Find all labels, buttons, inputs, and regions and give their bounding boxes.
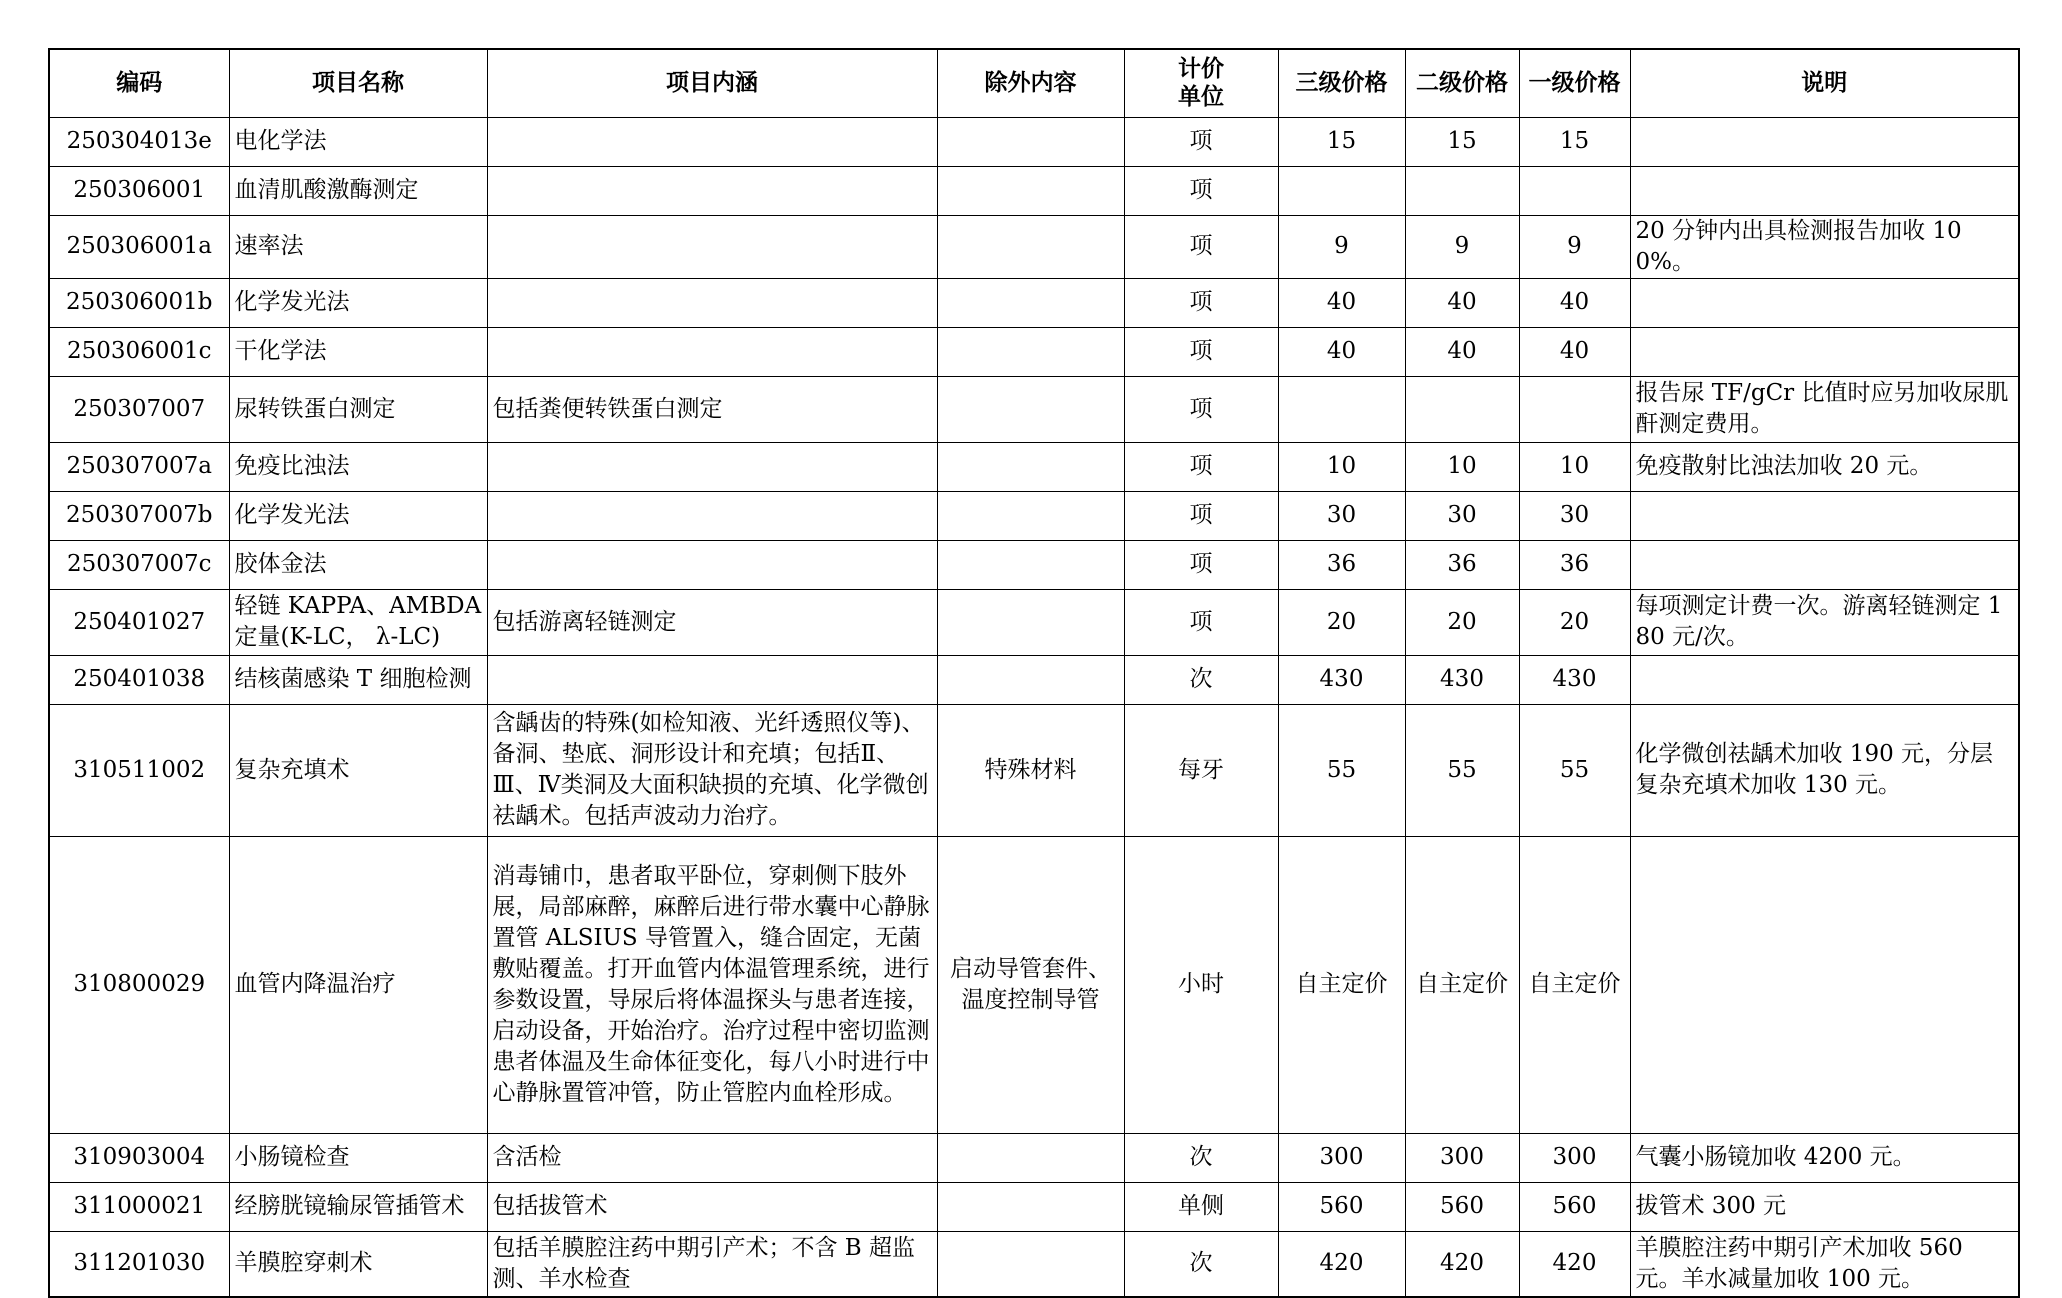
cell-name: 免疫比浊法: [229, 442, 487, 491]
cell-unit: 项: [1124, 540, 1278, 589]
cell-unit: 单侧: [1124, 1182, 1278, 1231]
cell-content: 消毒铺巾，患者取平卧位，穿刺侧下肢外展，局部麻醉，麻醉后进行带水囊中心静脉置管 ALSIUS 导管置入，缝合固定，无菌敷贴覆盖。打开血管内体温管理系统，进行参数设置，导尿后将体温探头与患者连接，启动设备，开始治疗。治疗过程中密切监测患者体温及生命体征变化，每八小时进行中心静脉置管冲管，防止管腔内血栓形成。: [487, 836, 937, 1133]
cell-name: 结核菌感染 T 细胞检测: [229, 655, 487, 704]
cell-price-level-1: 40: [1519, 278, 1630, 327]
cell-price-level-3: 560: [1278, 1182, 1405, 1231]
cell-name: 干化学法: [229, 327, 487, 376]
cell-price-level-1: 560: [1519, 1182, 1630, 1231]
table-row: [49, 1231, 2019, 1297]
cell-unit: 项: [1124, 215, 1278, 278]
cell-code: 250401027: [49, 589, 229, 655]
cell-note: 报告尿 TF/gCr 比值时应另加收尿肌酐测定费用。: [1630, 376, 2019, 442]
cell-code: 250307007c: [49, 540, 229, 589]
cell-price-level-3: 15: [1278, 117, 1405, 166]
cell-price-level-1: [1519, 166, 1630, 215]
cell-content: [487, 327, 937, 376]
cell-price-level-3: 30: [1278, 491, 1405, 540]
table-header: [49, 49, 2019, 117]
cell-code: 250306001: [49, 166, 229, 215]
cell-price-level-2: 420: [1405, 1231, 1519, 1297]
cell-content: 包括拔管术: [487, 1182, 937, 1231]
cell-price-level-1: 36: [1519, 540, 1630, 589]
cell-content: 含龋齿的特殊(如检知液、光纤透照仪等)、备洞、垫底、洞形设计和充填；包括Ⅱ、Ⅲ、Ⅳ类洞及大面积缺损的充填、化学微创祛龋术。包括声波动力治疗。: [487, 704, 937, 836]
cell-excluded: [937, 327, 1124, 376]
header-code: 编码: [49, 49, 229, 117]
table-row: [49, 704, 2019, 836]
cell-content: [487, 442, 937, 491]
table-row: [49, 491, 2019, 540]
table-row: [49, 278, 2019, 327]
cell-content: [487, 491, 937, 540]
header-name: 项目名称: [229, 49, 487, 117]
cell-price-level-1: 9: [1519, 215, 1630, 278]
cell-excluded: [937, 1133, 1124, 1182]
header-price-level-2: 二级价格: [1405, 49, 1519, 117]
cell-code: 310511002: [49, 704, 229, 836]
cell-code: 250306001c: [49, 327, 229, 376]
cell-price-level-1: 300: [1519, 1133, 1630, 1182]
cell-name: 小肠镜检查: [229, 1133, 487, 1182]
cell-content: 包括羊膜腔注药中期引产术；不含 B 超监测、羊水检查: [487, 1231, 937, 1297]
cell-price-level-1: [1519, 376, 1630, 442]
cell-code: 250401038: [49, 655, 229, 704]
cell-price-level-2: 30: [1405, 491, 1519, 540]
cell-price-level-2: 自主定价: [1405, 836, 1519, 1133]
table-row: [49, 1182, 2019, 1231]
cell-price-level-2: 55: [1405, 704, 1519, 836]
cell-code: 250306001b: [49, 278, 229, 327]
cell-price-level-3: 9: [1278, 215, 1405, 278]
cell-name: 化学发光法: [229, 278, 487, 327]
cell-price-level-1: 30: [1519, 491, 1630, 540]
cell-price-level-1: 430: [1519, 655, 1630, 704]
cell-unit: 每牙: [1124, 704, 1278, 836]
cell-excluded: [937, 442, 1124, 491]
cell-price-level-2: 430: [1405, 655, 1519, 704]
cell-price-level-2: 9: [1405, 215, 1519, 278]
cell-note: 免疫散射比浊法加收 20 元。: [1630, 442, 2019, 491]
cell-code: 310800029: [49, 836, 229, 1133]
cell-unit: 次: [1124, 655, 1278, 704]
cell-content: [487, 278, 937, 327]
cell-excluded: [937, 589, 1124, 655]
cell-price-level-3: 40: [1278, 327, 1405, 376]
cell-price-level-2: [1405, 166, 1519, 215]
header-unit: 计价 单位: [1124, 49, 1278, 117]
price-table: [48, 48, 2020, 1298]
cell-note: [1630, 540, 2019, 589]
cell-price-level-1: 40: [1519, 327, 1630, 376]
cell-excluded: [937, 166, 1124, 215]
cell-code: 311201030: [49, 1231, 229, 1297]
cell-content: [487, 166, 937, 215]
cell-price-level-2: 40: [1405, 327, 1519, 376]
table-body: [49, 117, 2019, 1297]
cell-price-level-3: [1278, 376, 1405, 442]
header-row: [49, 49, 2019, 117]
cell-price-level-2: 36: [1405, 540, 1519, 589]
cell-price-level-3: 300: [1278, 1133, 1405, 1182]
header-excluded: 除外内容: [937, 49, 1124, 117]
cell-note: [1630, 655, 2019, 704]
cell-unit: 项: [1124, 491, 1278, 540]
cell-price-level-3: 420: [1278, 1231, 1405, 1297]
cell-price-level-3: 55: [1278, 704, 1405, 836]
table-row: [49, 442, 2019, 491]
cell-unit: 项: [1124, 327, 1278, 376]
cell-content: [487, 117, 937, 166]
cell-price-level-1: 自主定价: [1519, 836, 1630, 1133]
cell-unit: 项: [1124, 589, 1278, 655]
cell-content: 包括游离轻链测定: [487, 589, 937, 655]
table-row: [49, 327, 2019, 376]
cell-note: [1630, 327, 2019, 376]
cell-code: 311000021: [49, 1182, 229, 1231]
table-row: [49, 655, 2019, 704]
cell-excluded: [937, 376, 1124, 442]
cell-note: [1630, 491, 2019, 540]
cell-name: 血管内降温治疗: [229, 836, 487, 1133]
cell-excluded: [937, 1231, 1124, 1297]
cell-price-level-2: 300: [1405, 1133, 1519, 1182]
cell-price-level-2: 40: [1405, 278, 1519, 327]
cell-code: 250307007a: [49, 442, 229, 491]
cell-name: 复杂充填术: [229, 704, 487, 836]
cell-name: 胶体金法: [229, 540, 487, 589]
cell-note: [1630, 117, 2019, 166]
cell-excluded: [937, 540, 1124, 589]
cell-name: 电化学法: [229, 117, 487, 166]
table-row: [49, 117, 2019, 166]
cell-price-level-3: 36: [1278, 540, 1405, 589]
table-row: [49, 540, 2019, 589]
cell-note: 拔管术 300 元: [1630, 1182, 2019, 1231]
cell-price-level-1: 15: [1519, 117, 1630, 166]
cell-price-level-1: 420: [1519, 1231, 1630, 1297]
cell-note: 化学微创祛龋术加收 190 元，分层复杂充填术加收 130 元。: [1630, 704, 2019, 836]
cell-unit: 次: [1124, 1133, 1278, 1182]
cell-content: [487, 540, 937, 589]
cell-note: 20 分钟内出具检测报告加收 100%。: [1630, 215, 2019, 278]
cell-unit: 小时: [1124, 836, 1278, 1133]
cell-price-level-1: 55: [1519, 704, 1630, 836]
cell-price-level-3: 430: [1278, 655, 1405, 704]
cell-name: 轻链 KAPPA、AMBDA 定量(K-LC， λ-LC): [229, 589, 487, 655]
cell-name: 羊膜腔穿刺术: [229, 1231, 487, 1297]
cell-price-level-3: 自主定价: [1278, 836, 1405, 1133]
header-content: 项目内涵: [487, 49, 937, 117]
cell-content: 含活检: [487, 1133, 937, 1182]
cell-unit: 项: [1124, 376, 1278, 442]
cell-note: [1630, 166, 2019, 215]
cell-name: 血清肌酸激酶测定: [229, 166, 487, 215]
cell-note: [1630, 278, 2019, 327]
cell-content: 包括粪便转铁蛋白测定: [487, 376, 937, 442]
cell-note: 每项测定计费一次。游离轻链测定 180 元/次。: [1630, 589, 2019, 655]
cell-price-level-3: 40: [1278, 278, 1405, 327]
cell-unit: 项: [1124, 117, 1278, 166]
cell-excluded: [937, 491, 1124, 540]
cell-content: [487, 655, 937, 704]
cell-excluded: 启动导管套件、温度控制导管: [937, 836, 1124, 1133]
cell-price-level-2: 10: [1405, 442, 1519, 491]
cell-unit: 项: [1124, 442, 1278, 491]
table-row: [49, 836, 2019, 1133]
cell-price-level-2: 20: [1405, 589, 1519, 655]
cell-price-level-1: 10: [1519, 442, 1630, 491]
cell-code: 250307007: [49, 376, 229, 442]
table-row: [49, 1133, 2019, 1182]
cell-price-level-3: [1278, 166, 1405, 215]
header-note: 说明: [1630, 49, 2019, 117]
cell-name: 化学发光法: [229, 491, 487, 540]
cell-excluded: [937, 655, 1124, 704]
cell-code: 310903004: [49, 1133, 229, 1182]
table-row: [49, 166, 2019, 215]
cell-excluded: [937, 278, 1124, 327]
cell-excluded: 特殊材料: [937, 704, 1124, 836]
cell-note: [1630, 836, 2019, 1133]
cell-unit: 项: [1124, 278, 1278, 327]
cell-name: 尿转铁蛋白测定: [229, 376, 487, 442]
cell-code: 250306001a: [49, 215, 229, 278]
table-row: [49, 589, 2019, 655]
cell-name: 经膀胱镜输尿管插管术: [229, 1182, 487, 1231]
cell-note: 羊膜腔注药中期引产术加收 560 元。羊水减量加收 100 元。: [1630, 1231, 2019, 1297]
table-row: [49, 215, 2019, 278]
cell-unit: 项: [1124, 166, 1278, 215]
cell-excluded: [937, 117, 1124, 166]
cell-price-level-1: 20: [1519, 589, 1630, 655]
cell-price-level-2: 15: [1405, 117, 1519, 166]
cell-code: 250304013e: [49, 117, 229, 166]
cell-note: 气囊小肠镜加收 4200 元。: [1630, 1133, 2019, 1182]
cell-price-level-2: [1405, 376, 1519, 442]
cell-unit: 次: [1124, 1231, 1278, 1297]
header-price-level-3: 三级价格: [1278, 49, 1405, 117]
cell-price-level-3: 20: [1278, 589, 1405, 655]
cell-excluded: [937, 1182, 1124, 1231]
cell-code: 250307007b: [49, 491, 229, 540]
cell-price-level-3: 10: [1278, 442, 1405, 491]
table-row: [49, 376, 2019, 442]
header-price-level-1: 一级价格: [1519, 49, 1630, 117]
cell-content: [487, 215, 937, 278]
cell-name: 速率法: [229, 215, 487, 278]
cell-price-level-2: 560: [1405, 1182, 1519, 1231]
cell-excluded: [937, 215, 1124, 278]
